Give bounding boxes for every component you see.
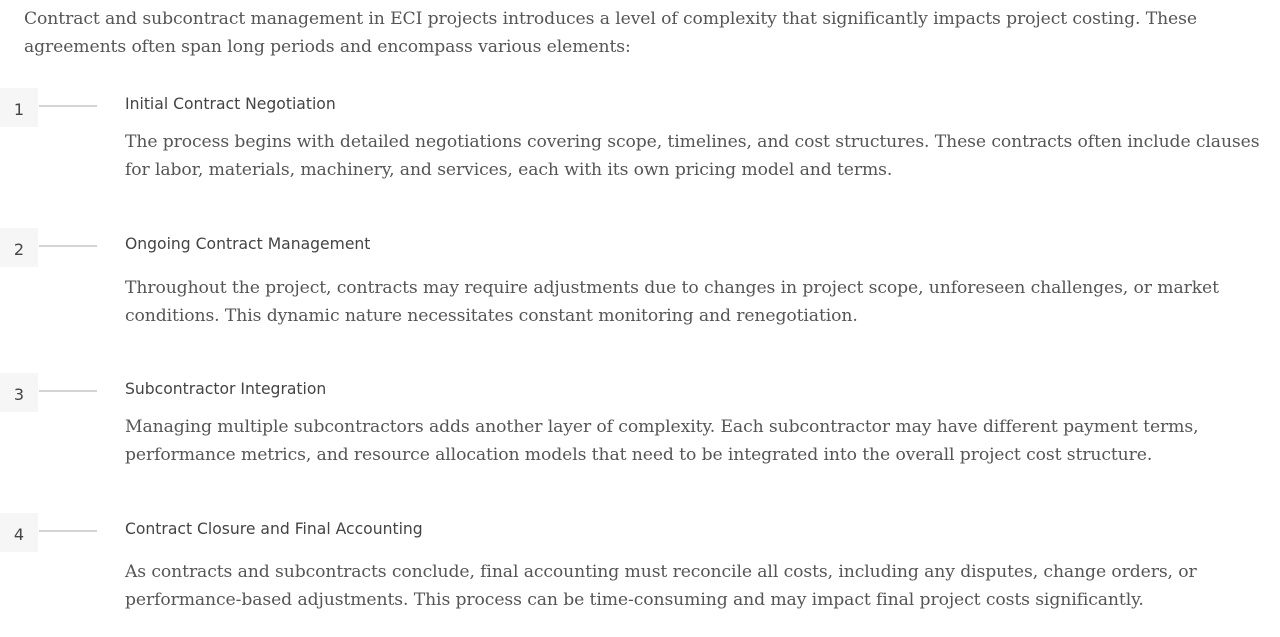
step-connector-line [39,390,97,392]
step-number-badge: 3 [0,373,38,412]
step-number-badge: 4 [0,513,38,552]
intro-paragraph: Contract and subcontract management in ECI projects introduces a level of complexity that significantly impacts project costing. These agreements often span long periods and encompass various elements: [24,9,1197,57]
step-connector-line [39,530,97,532]
step-body: The process begins with detailed negotiations covering scope, timelines, and cost structures. These contracts often include clauses for labor, materials, machinery, and services, each with its own pricing model and terms. [125,132,1260,180]
step-number-badge: 1 [0,88,38,127]
step-body: Throughout the project, contracts may require adjustments due to changes in project scope, unforeseen challenges, or market conditions. This dynamic nature necessitates constant monitoring and renegotiation. [125,278,1219,326]
step-body: As contracts and subcontracts conclude, final accounting must reconcile all costs, including any disputes, change orders, or performance-based adjustments. This process can be time-consuming and may impact final project costs significantly. [125,562,1197,610]
step-title: Contract Closure and Final Accounting [125,520,423,538]
step-title: Ongoing Contract Management [125,235,371,253]
step-connector-line [39,105,97,107]
step-title: Subcontractor Integration [125,380,327,398]
step-number-badge: 2 [0,228,38,267]
step-body: Managing multiple subcontractors adds another layer of complexity. Each subcontractor may have different payment terms, performance metrics, and resource allocation models that need to be integrated into the overall project cost structure. [125,417,1199,465]
step-title: Initial Contract Negotiation [125,95,336,113]
step-connector-line [39,245,97,247]
